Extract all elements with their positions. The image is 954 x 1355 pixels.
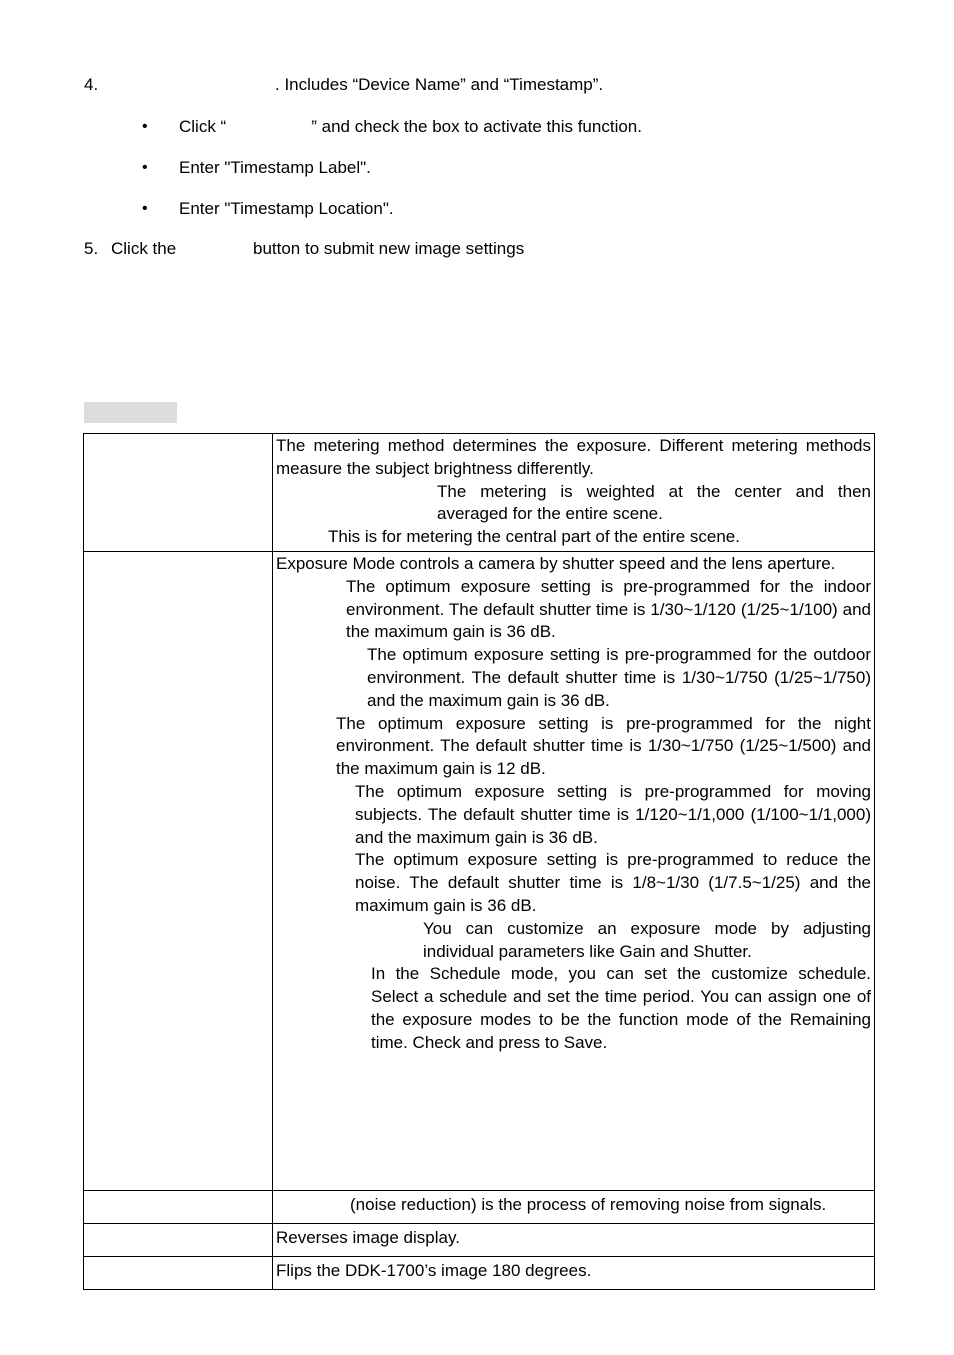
bullet-item-timestamp-location: Enter "Timestamp Location". (179, 199, 394, 218)
table-row-mirror (84, 1223, 875, 1256)
metering-intro: The metering method determines the exposure. Different metering methods measure the subject brightness differently. (276, 436, 871, 478)
section-heading-highlight (84, 402, 177, 423)
table-row-label (84, 434, 273, 552)
exposure-mode-low-noise: The optimum exposure setting is pre-programmed to reduce the noise. The default shutter time is 1/8~1/30 (1/7.5~1/25) and the maximum gain is 36 dB. (355, 850, 871, 915)
table-row-description (273, 1223, 875, 1256)
table-row-metering (84, 434, 875, 552)
flip-description: Flips the DDK-1700’s image 180 degrees. (276, 1260, 592, 1280)
bullet-marker: • (142, 159, 148, 176)
mirror-description: Reverses image display. (276, 1227, 460, 1247)
metering-center-weighted: The metering is weighted at the center and then averaged for the entire scene. (437, 481, 871, 524)
exposure-mode-night: The optimum exposure setting is pre-programmed for the night environment. The default shutter time is 1/30~1/750 (1/25~1/500) and the maximum gain is 12 dB. (336, 713, 871, 779)
exposure-mode-outdoor: The optimum exposure setting is pre-programmed for the outdoor environment. The default shutter time is 1/30~1/750 (1/25~1/750) and the maximum gain is 36 dB. (367, 645, 871, 710)
table-row-label (84, 1223, 273, 1256)
exposure-mode-indoor: The optimum exposure setting is pre-programmed for the indoor environment. The default shutter time is 1/30~1/120 (1/25~1/100) and the maximum gain is 36 dB. (346, 576, 871, 642)
exposure-mode-schedule: In the Schedule mode, you can set the customize schedule. Select a schedule and set the time period. You can assign one of the exposure modes to be the function mode of the Remaining time. Check and press to Save. (371, 964, 871, 1052)
table-row-description (273, 1190, 875, 1223)
table-row-description (273, 1256, 875, 1289)
table-row-label (84, 551, 273, 1190)
table-row-label (84, 1190, 273, 1223)
table-row-flip (84, 1256, 875, 1289)
metering-spot: This is for metering the central part of the entire scene. (328, 527, 740, 547)
step-4-number: 4. (84, 75, 99, 94)
exposure-mode-intro: Exposure Mode controls a camera by shutter speed and the lens aperture. (276, 553, 836, 573)
table-row-label (84, 1256, 273, 1289)
table-row-dnr (84, 1190, 875, 1223)
step-5-prefix: Click the (111, 239, 177, 258)
table-row-description (273, 434, 875, 552)
bullet-marker: • (142, 118, 148, 135)
exposure-mode-customized: You can customize an exposure mode by adjusting individual parameters like Gain and Shutter. (423, 918, 871, 961)
image-settings-table (83, 433, 875, 1290)
exposure-mode-moving: The optimum exposure setting is pre-programmed for moving subjects. The default shutter time is 1/120~1/1,000 (1/100~1/1,000) and the maximum gain is 36 dB. (355, 781, 871, 847)
step-5-number: 5. (84, 239, 99, 258)
dnr-description: (noise reduction) is the process of removing noise from signals. (350, 1194, 827, 1214)
step-4-text: . Includes “Device Name” and “Timestamp”. (275, 75, 604, 94)
table-row-description (273, 551, 875, 1190)
bullet-marker: • (142, 200, 148, 217)
step-5-suffix: button to submit new image settings (253, 239, 525, 258)
bullet-item-activate: Click “ ” and check the box to activate this function. (179, 117, 642, 136)
bullet-item-timestamp-label: Enter "Timestamp Label". (179, 158, 371, 177)
table-row-exposure-mode (84, 551, 875, 1190)
